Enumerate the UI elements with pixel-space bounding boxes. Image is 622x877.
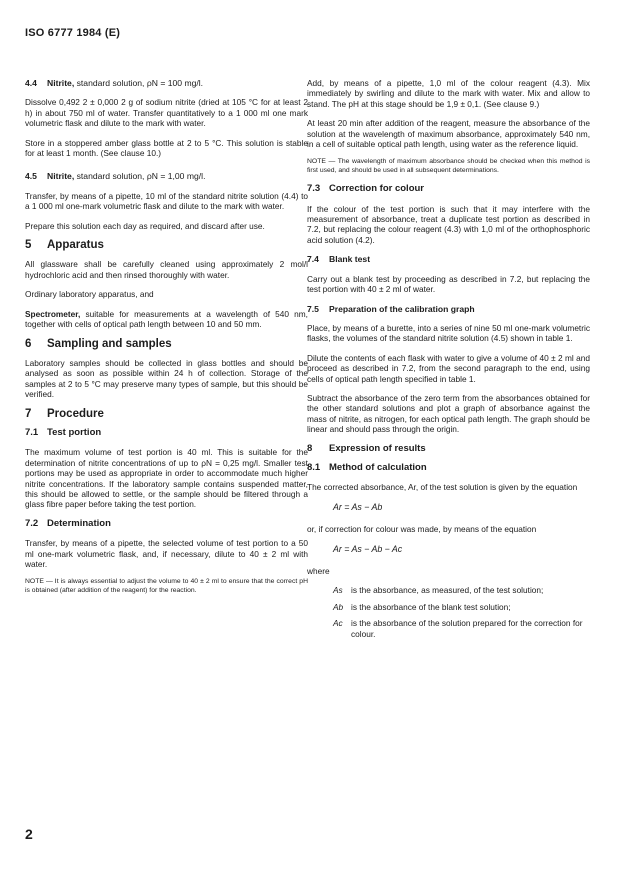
paragraph: Dilute the contents of each flask with water to give a volume of 40 ± 2 ml and proceed as described in 7.2, from the second paragraph to the end, using cells of optical path length specified in table 1. bbox=[307, 352, 590, 384]
paragraph: Transfer, by means of a pipette, 10 ml of the standard nitrite solution (4.4) to a 1 000 ml one-mark volumetric flask and dilute to the mark with water. bbox=[25, 190, 308, 212]
section-6-heading: 6 Sampling and samples bbox=[25, 337, 172, 350]
definition-text: is the absorbance, as measured, of the test solution; bbox=[351, 585, 544, 596]
paragraph: All glassware shall be carefully cleaned using approximately 2 mol/l hydrochloric acid and then rinsed thoroughly with water. bbox=[25, 259, 308, 280]
section-5-heading: 5 Apparatus bbox=[25, 239, 104, 252]
section-8-1-heading: 8.1 Method of calculation bbox=[307, 461, 427, 473]
section-7-heading: 7 Procedure bbox=[25, 407, 104, 420]
left-column bbox=[25, 78, 308, 604]
section-4-5-heading: 4.5 Nitrite, standard solution, ρN = 1,00 mg/l. bbox=[25, 171, 206, 182]
paragraph: Subtract the absorbance of the zero term from the absorbances obtained for the other standard solutions and plot a graph of absorbance against the mass of nitrite, as nitrogen, for each optical path length. The graph should be linear and should pass through the origin. bbox=[307, 392, 590, 435]
section-7-4-heading: 7.4 Blank test bbox=[307, 254, 371, 265]
paragraph: Add, by means of a pipette, 1,0 ml of the colour reagent (4.3). Mix immediately by swirling and dilute to the mark with water. Mix and allow to stand. The pH at this stage should be 1,9 ± 0,1. (See clause 9.) bbox=[307, 78, 590, 109]
section-7-5-heading: 7.5 Preparation of the calibration graph bbox=[307, 303, 475, 314]
paragraph: Store in a stoppered amber glass bottle at 2 to 5 °C. This solution is stable for at least 1 month. (See clause 10.) bbox=[25, 137, 308, 159]
definition-text: is the absorbance of the blank test solution; bbox=[351, 601, 511, 612]
definition-row bbox=[333, 618, 590, 639]
paragraph: Prepare this solution each day as required, and discard after use. bbox=[25, 220, 265, 231]
paragraph: Dissolve 0,492 2 ± 0,000 2 g of sodium nitrite (dried at 105 °C for at least 2 h) in about 750 ml of water. Transfer quantitatively to a 1 000 ml one mark volumetric flask and dilute to the mark with water. bbox=[25, 97, 308, 129]
paragraph: Ordinary laboratory apparatus, and bbox=[25, 289, 154, 300]
equation-1: Ar = As − Ab bbox=[333, 501, 383, 512]
paragraph: At least 20 min after addition of the reagent, measure the absorbance of the solution at the wavelength of maximum absorbance, approximately 540 nm, in a cell of suitable optical path length, using water as the reference liquid. bbox=[307, 118, 590, 150]
paragraph: The maximum volume of test portion is 40 ml. This is suitable for the determination of nitrite concentrations of up to ρN = 0,25 mg/l. Smaller test portions may be used as appropriate in order to accommodate much higher nitrite concentrations. If the laboratory sample contains suspended matter, this should be allowed to settle, or the sample should be filtered through a glass fibre paper before taking the test portion. bbox=[25, 447, 308, 510]
note: NOTE — The wavelength of maximum absorbance should be checked when this method is first used, and should be used in all subsequent determinations. bbox=[307, 158, 590, 174]
paragraph: Place, by means of a burette, into a series of nine 50 ml one-mark volumetric flasks, the volumes of the standard nitrite solution (4.5) shown in table 1. bbox=[307, 322, 590, 344]
section-8-heading: 8 Expression of results bbox=[307, 442, 426, 454]
paragraph: If the colour of the test portion is such that it may interfere with the measurement of absorbance, treat a duplicate test portion as described in 7.2, but replacing the colour reagent (4.3) with 1,0 ml of the orthophosphoric acid solution (4.2). bbox=[307, 203, 590, 245]
document-header: ISO 6777 1984 (E) bbox=[25, 27, 121, 39]
section-7-3-heading: 7.3 Correction for colour bbox=[307, 183, 425, 195]
where-label: where bbox=[307, 566, 330, 576]
definition-row bbox=[333, 585, 590, 595]
paragraph: or, if correction for colour was made, by means of the equation bbox=[307, 524, 537, 535]
equation-2: Ar = As − Ab − Ac bbox=[333, 543, 403, 554]
paragraph: The corrected absorbance, Ar, of the test solution is given by the equation bbox=[307, 482, 578, 493]
definition-text: is the absorbance of the solution prepared for the correction for colour. bbox=[351, 618, 583, 639]
note: NOTE — It is always essential to adjust the volume to 40 ± 2 ml to ensure that the correct pH is obtained (after addition of the reagent) for the reaction. bbox=[25, 578, 308, 594]
right-column bbox=[307, 78, 590, 645]
definition-symbol: Ac bbox=[333, 618, 343, 629]
definition-symbol: As bbox=[333, 585, 343, 596]
paragraph: Carry out a blank test by proceeding as described in 7.2, but replacing the test portion with 40 ± 2 ml of water. bbox=[307, 273, 590, 295]
paragraph: Laboratory samples should be collected in glass bottles and should be analysed as soon as possible within 24 h of collection. Storage of the samples at 2 to 5 °C may preserve many types of sample, but this should be verified. bbox=[25, 357, 308, 400]
definition-row bbox=[333, 602, 590, 612]
section-7-1-heading: 7.1 Test portion bbox=[25, 426, 102, 438]
section-4-4-heading: 4.4 Nitrite, standard solution, ρN = 100 mg/l. bbox=[25, 78, 204, 88]
paragraph: Spectrometer, suitable for measurements at a wavelength of 540 nm, together with cells of optical path length between 10 and 50 mm. bbox=[25, 308, 308, 330]
page-number: 2 bbox=[25, 826, 33, 842]
paragraph: Transfer, by means of a pipette, the selected volume of test portion to a 50 ml one-mark volumetric flask, and, if necessary, dilute to 40 ± 2 ml with water. bbox=[25, 538, 308, 569]
definition-symbol: Ab bbox=[333, 601, 344, 612]
section-7-2-heading: 7.2 Determination bbox=[25, 517, 111, 529]
